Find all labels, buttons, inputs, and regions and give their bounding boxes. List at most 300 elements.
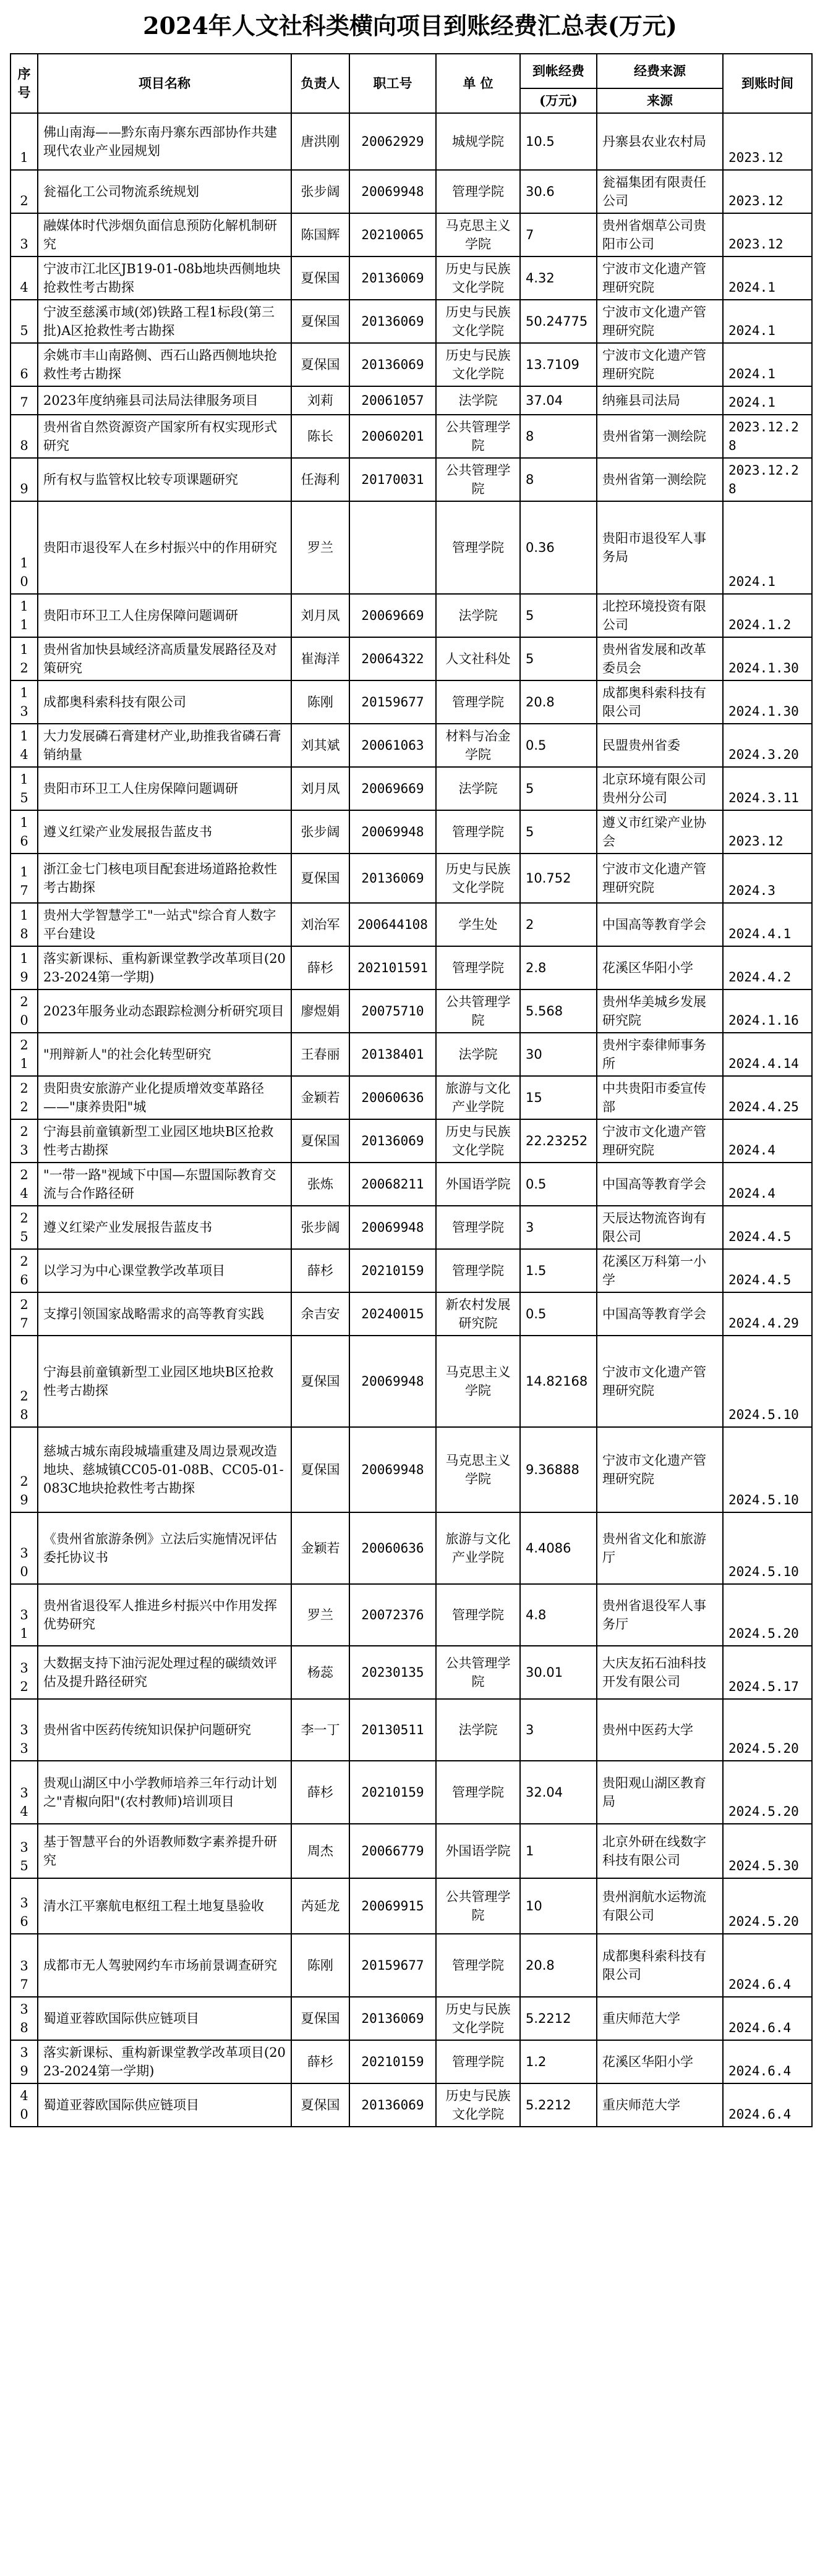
table-row: [11, 1076, 812, 1119]
employee-id: 20130511: [349, 1699, 436, 1761]
table-row: [11, 1934, 812, 1997]
arrival-date: 2024.3.20: [723, 724, 812, 767]
leader-name: 张炼: [291, 1163, 349, 1206]
funding-source: 贵州省第一测绘院: [597, 458, 723, 501]
leader-name: 芮延龙: [291, 1878, 349, 1934]
unit-name: 管理学院: [436, 170, 520, 213]
row-index: 22: [11, 1076, 38, 1119]
leader-name: 陈国辉: [291, 213, 349, 256]
row-index: 34: [11, 1761, 38, 1824]
table-row: [11, 415, 812, 458]
funding-source: 贵阳观山湖区教育局: [597, 1761, 723, 1824]
unit-name: 学生处: [436, 903, 520, 946]
header-emp-id: 职工号: [349, 54, 436, 113]
amount-value: 10.752: [520, 854, 597, 903]
unit-name: 管理学院: [436, 946, 520, 989]
row-index: 29: [11, 1427, 38, 1512]
leader-name: 刘治军: [291, 903, 349, 946]
arrival-date: 2023.12: [723, 113, 812, 170]
row-index: 33: [11, 1699, 38, 1761]
funding-source: 大庆友拓石油科技开发有限公司: [597, 1646, 723, 1699]
employee-id: 20136069: [349, 854, 436, 903]
amount-value: 5: [520, 810, 597, 854]
funding-source: 贵州省烟草公司贵阳市公司: [597, 213, 723, 256]
arrival-date: 2024.5.10: [723, 1427, 812, 1512]
table-row: [11, 1646, 812, 1699]
project-name: 贵阳贵安旅游产业化提质增效变革路径——"康养贵阳"城: [38, 1076, 291, 1119]
project-name: 落实新课标、重构新课堂教学改革项目(2023-2024第一学期): [38, 2040, 291, 2083]
employee-id: 20210159: [349, 2040, 436, 2083]
leader-name: 刘月凤: [291, 594, 349, 637]
project-name: 贵州省自然资源资产国家所有权实现形式研究: [38, 415, 291, 458]
header-amount-unit: (万元): [520, 88, 597, 113]
unit-name: 新农村发展研究院: [436, 1292, 520, 1336]
arrival-date: 2024.6.4: [723, 2040, 812, 2083]
leader-name: 夏保国: [291, 1427, 349, 1512]
row-index: 40: [11, 2083, 38, 2127]
row-index: 28: [11, 1336, 38, 1427]
unit-name: 法学院: [436, 1033, 520, 1076]
project-name: 遵义红梁产业发展报告蓝皮书: [38, 1206, 291, 1249]
leader-name: 李一丁: [291, 1699, 349, 1761]
unit-name: 管理学院: [436, 2040, 520, 2083]
employee-id: 20069948: [349, 1427, 436, 1512]
employee-id: 20136069: [349, 300, 436, 343]
row-index: 12: [11, 637, 38, 680]
project-name: 贵州省中医药传统知识保护问题研究: [38, 1699, 291, 1761]
arrival-date: 2024.5.30: [723, 1824, 812, 1878]
leader-name: 薛杉: [291, 946, 349, 989]
row-index: 32: [11, 1646, 38, 1699]
row-index: 14: [11, 724, 38, 767]
funding-source: 中国高等教育学会: [597, 1163, 723, 1206]
arrival-date: 2024.6.4: [723, 2083, 812, 2127]
arrival-date: 2024.4.5: [723, 1249, 812, 1292]
table-row: [11, 1206, 812, 1249]
table-header-row: [11, 54, 812, 88]
funding-source: 丹寨县农业农村局: [597, 113, 723, 170]
unit-name: 历史与民族文化学院: [436, 256, 520, 300]
funding-source: 北京环境有限公司贵州分公司: [597, 767, 723, 810]
project-name: 《贵州省旅游条例》立法后实施情况评估委托协议书: [38, 1512, 291, 1584]
table-row: [11, 1163, 812, 1206]
employee-id: 20068211: [349, 1163, 436, 1206]
amount-value: 4.32: [520, 256, 597, 300]
row-index: 39: [11, 2040, 38, 2083]
row-index: 36: [11, 1878, 38, 1934]
leader-name: 张步阔: [291, 1206, 349, 1249]
project-name: 所有权与监管权比较专项课题研究: [38, 458, 291, 501]
table-row: [11, 170, 812, 213]
table-row: [11, 594, 812, 637]
funding-source: 纳雍县司法局: [597, 386, 723, 415]
table-row: [11, 903, 812, 946]
employee-id: 20136069: [349, 1997, 436, 2040]
amount-value: 2.8: [520, 946, 597, 989]
table-row: [11, 1249, 812, 1292]
row-index: 38: [11, 1997, 38, 2040]
table-row: [11, 501, 812, 594]
row-index: 5: [11, 300, 38, 343]
amount-value: 9.36888: [520, 1427, 597, 1512]
project-name: 清水江平寨航电枢纽工程土地复垦验收: [38, 1878, 291, 1934]
leader-name: 罗兰: [291, 501, 349, 594]
project-name: 宁海县前童镇新型工业园区地块B区抢救性考古勘探: [38, 1336, 291, 1427]
funding-source: 宁波市文化遗产管理研究院: [597, 1427, 723, 1512]
leader-name: 夏保国: [291, 343, 349, 386]
unit-name: 管理学院: [436, 1206, 520, 1249]
row-index: 18: [11, 903, 38, 946]
funding-source: 成都奥科索科技有限公司: [597, 1934, 723, 1997]
leader-name: 薛杉: [291, 1761, 349, 1824]
project-name: 以学习为中心课堂教学改革项目: [38, 1249, 291, 1292]
table-row: [11, 386, 812, 415]
funding-source: 贵州中医药大学: [597, 1699, 723, 1761]
employee-id: 20060201: [349, 415, 436, 458]
project-name: 贵阳市环卫工人住房保障问题调研: [38, 767, 291, 810]
employee-id: 20069915: [349, 1878, 436, 1934]
funding-source: 北京外研在线数字科技有限公司: [597, 1824, 723, 1878]
arrival-date: 2024.4.5: [723, 1206, 812, 1249]
row-index: 16: [11, 810, 38, 854]
project-name: 贵州大学智慧学工"一站式"综合育人数字平台建设: [38, 903, 291, 946]
project-name: 支撑引领国家战略需求的高等教育实践: [38, 1292, 291, 1336]
row-index: 10: [11, 501, 38, 594]
amount-value: 14.82168: [520, 1336, 597, 1427]
row-index: 20: [11, 989, 38, 1033]
funding-source: 瓮福集团有限责任公司: [597, 170, 723, 213]
project-name: 瓮福化工公司物流系统规划: [38, 170, 291, 213]
amount-value: 8: [520, 458, 597, 501]
row-index: 27: [11, 1292, 38, 1336]
project-name: 大力发展磷石膏建材产业,助推我省磷石膏销纳量: [38, 724, 291, 767]
unit-name: 马克思主义学院: [436, 1427, 520, 1512]
unit-name: 公共管理学院: [436, 1646, 520, 1699]
employee-id: 20069948: [349, 1206, 436, 1249]
table-row: [11, 680, 812, 724]
funding-source: 宁波市文化遗产管理研究院: [597, 1119, 723, 1163]
row-index: 19: [11, 946, 38, 989]
table-body: [11, 113, 812, 2127]
project-name: 2023年服务业动态跟踪检测分析研究项目: [38, 989, 291, 1033]
arrival-date: 2024.4.14: [723, 1033, 812, 1076]
employee-id: 202101591: [349, 946, 436, 989]
project-name: 融媒体时代涉烟负面信息预防化解机制研究: [38, 213, 291, 256]
unit-name: 旅游与文化产业学院: [436, 1512, 520, 1584]
unit-name: 法学院: [436, 594, 520, 637]
employee-id: 20230135: [349, 1646, 436, 1699]
amount-value: 10.5: [520, 113, 597, 170]
funding-source: 贵州华美城乡发展研究院: [597, 989, 723, 1033]
table-row: [11, 767, 812, 810]
row-index: 6: [11, 343, 38, 386]
funding-source: 宁波市文化遗产管理研究院: [597, 343, 723, 386]
funding-source: 贵州省文化和旅游厅: [597, 1512, 723, 1584]
table-row: [11, 637, 812, 680]
arrival-date: 2023.12: [723, 170, 812, 213]
leader-name: 王春丽: [291, 1033, 349, 1076]
amount-value: 32.04: [520, 1761, 597, 1824]
amount-value: 5.2212: [520, 2083, 597, 2127]
row-index: 37: [11, 1934, 38, 1997]
table-row: [11, 2040, 812, 2083]
leader-name: 余吉安: [291, 1292, 349, 1336]
employee-id: 20060636: [349, 1076, 436, 1119]
amount-value: 1.5: [520, 1249, 597, 1292]
arrival-date: 2024.4.29: [723, 1292, 812, 1336]
leader-name: 罗兰: [291, 1584, 349, 1646]
header-source-sub: 来源: [597, 88, 723, 113]
leader-name: 张步阔: [291, 810, 349, 854]
table-row: [11, 1033, 812, 1076]
employee-id: 20069948: [349, 1336, 436, 1427]
leader-name: 夏保国: [291, 1119, 349, 1163]
table-row: [11, 213, 812, 256]
table-row: [11, 1584, 812, 1646]
table-row: [11, 458, 812, 501]
employee-id: 20138401: [349, 1033, 436, 1076]
project-name: 余姚市丰山南路侧、西石山路西侧地块抢救性考古勘探: [38, 343, 291, 386]
employee-id: 20210159: [349, 1249, 436, 1292]
funding-source: 遵义市红梁产业协会: [597, 810, 723, 854]
funding-source: 民盟贵州省委: [597, 724, 723, 767]
funding-source: 成都奥科索科技有限公司: [597, 680, 723, 724]
employee-id: 20062929: [349, 113, 436, 170]
project-name: 浙江金七门核电项目配套进场道路抢救性考古勘探: [38, 854, 291, 903]
leader-name: 刘莉: [291, 386, 349, 415]
employee-id: 200644108: [349, 903, 436, 946]
funding-source: 花溪区华阳小学: [597, 946, 723, 989]
row-index: 8: [11, 415, 38, 458]
header-index: 序号: [11, 54, 38, 113]
employee-id: 20069669: [349, 767, 436, 810]
table-row: [11, 1824, 812, 1878]
table-row: [11, 1292, 812, 1336]
header-unit: 单 位: [436, 54, 520, 113]
arrival-date: 2024.1.2: [723, 594, 812, 637]
unit-name: 管理学院: [436, 501, 520, 594]
project-name: 慈城古城东南段城墙重建及周边景观改造地块、慈城镇CC05-01-08B、CC05-01-083C地块抢救性考古勘探: [38, 1427, 291, 1512]
arrival-date: 2024.5.10: [723, 1512, 812, 1584]
employee-id: 20136069: [349, 2083, 436, 2127]
table-row: [11, 2083, 812, 2127]
project-name: 贵观山湖区中小学教师培养三年行动计划之"青椒向阳"(农村教师)培训项目: [38, 1761, 291, 1824]
arrival-date: 2024.5.20: [723, 1878, 812, 1934]
funding-source: 花溪区华阳小学: [597, 2040, 723, 2083]
funding-source: 贵阳市退役军人事务局: [597, 501, 723, 594]
arrival-date: 2024.1.30: [723, 637, 812, 680]
project-name: 宁海县前童镇新型工业园区地块B区抢救性考古勘探: [38, 1119, 291, 1163]
leader-name: 陈长: [291, 415, 349, 458]
unit-name: 管理学院: [436, 1249, 520, 1292]
unit-name: 历史与民族文化学院: [436, 2083, 520, 2127]
header-date: 到账时间: [723, 54, 812, 113]
header-project: 项目名称: [38, 54, 291, 113]
arrival-date: 2024.4.1: [723, 903, 812, 946]
arrival-date: 2024.4.25: [723, 1076, 812, 1119]
table-row: [11, 1427, 812, 1512]
table-row: [11, 1761, 812, 1824]
arrival-date: 2023.12.28: [723, 415, 812, 458]
arrival-date: 2024.5.20: [723, 1761, 812, 1824]
unit-name: 公共管理学院: [436, 458, 520, 501]
employee-id: 20159677: [349, 1934, 436, 1997]
row-index: 7: [11, 386, 38, 415]
row-index: 2: [11, 170, 38, 213]
project-name: 贵州省加快县域经济高质量发展路径及对策研究: [38, 637, 291, 680]
leader-name: 张步阔: [291, 170, 349, 213]
employee-id: 20240015: [349, 1292, 436, 1336]
leader-name: 金颖若: [291, 1512, 349, 1584]
unit-name: 历史与民族文化学院: [436, 1119, 520, 1163]
amount-value: 5: [520, 594, 597, 637]
amount-value: 10: [520, 1878, 597, 1934]
unit-name: 公共管理学院: [436, 415, 520, 458]
unit-name: 管理学院: [436, 810, 520, 854]
employee-id: 20210065: [349, 213, 436, 256]
employee-id: 20159677: [349, 680, 436, 724]
row-index: 23: [11, 1119, 38, 1163]
unit-name: 旅游与文化产业学院: [436, 1076, 520, 1119]
table-row: [11, 810, 812, 854]
unit-name: 历史与民族文化学院: [436, 1997, 520, 2040]
amount-value: 3: [520, 1699, 597, 1761]
project-name: "刑辩新人"的社会化转型研究: [38, 1033, 291, 1076]
employee-id: 20136069: [349, 256, 436, 300]
unit-name: 管理学院: [436, 680, 520, 724]
project-name: 成都市无人驾驶网约车市场前景调查研究: [38, 1934, 291, 1997]
row-index: 25: [11, 1206, 38, 1249]
employee-id: 20069669: [349, 594, 436, 637]
leader-name: 夏保国: [291, 256, 349, 300]
arrival-date: 2024.6.4: [723, 1997, 812, 2040]
unit-name: 法学院: [436, 1699, 520, 1761]
arrival-date: 2024.1: [723, 343, 812, 386]
unit-name: 法学院: [436, 767, 520, 810]
table-row: [11, 946, 812, 989]
amount-value: 4.4086: [520, 1512, 597, 1584]
arrival-date: 2024.1.16: [723, 989, 812, 1033]
employee-id: 20069948: [349, 170, 436, 213]
table-row: [11, 343, 812, 386]
amount-value: 5.2212: [520, 1997, 597, 2040]
project-name: 蜀道亚蓉欧国际供应链项目: [38, 2083, 291, 2127]
amount-value: 2: [520, 903, 597, 946]
funding-source: 贵州省退役军人事务厅: [597, 1584, 723, 1646]
amount-value: 0.36: [520, 501, 597, 594]
employee-id: 20061063: [349, 724, 436, 767]
arrival-date: 2024.1: [723, 300, 812, 343]
amount-value: 22.23252: [520, 1119, 597, 1163]
table-row: [11, 1699, 812, 1761]
funding-source: 重庆师范大学: [597, 2083, 723, 2127]
employee-id: 20072376: [349, 1584, 436, 1646]
amount-value: 1: [520, 1824, 597, 1878]
funding-source: 贵州润航水运物流有限公司: [597, 1878, 723, 1934]
amount-value: 1.2: [520, 2040, 597, 2083]
arrival-date: 2023.12: [723, 213, 812, 256]
employee-id: 20069948: [349, 810, 436, 854]
project-name: 落实新课标、重构新课堂教学改革项目(2023-2024第一学期): [38, 946, 291, 989]
project-name: 贵阳市退役军人在乡村振兴中的作用研究: [38, 501, 291, 594]
header-leader: 负责人: [291, 54, 349, 113]
amount-value: 5.568: [520, 989, 597, 1033]
arrival-date: 2024.5.17: [723, 1646, 812, 1699]
unit-name: 历史与民族文化学院: [436, 300, 520, 343]
unit-name: 材料与冶金学院: [436, 724, 520, 767]
employee-id: 20136069: [349, 343, 436, 386]
amount-value: 0.5: [520, 1163, 597, 1206]
project-name: 宁波至慈溪市域(郊)铁路工程1标段(第三批)A区抢救性考古勘探: [38, 300, 291, 343]
unit-name: 公共管理学院: [436, 1878, 520, 1934]
leader-name: 唐洪刚: [291, 113, 349, 170]
employee-id: 20060636: [349, 1512, 436, 1584]
project-name: "一带一路"视域下中国—东盟国际教育交流与合作路径研: [38, 1163, 291, 1206]
unit-name: 管理学院: [436, 1761, 520, 1824]
table-row: [11, 1997, 812, 2040]
leader-name: 夏保国: [291, 854, 349, 903]
arrival-date: 2024.1.30: [723, 680, 812, 724]
table-row: [11, 256, 812, 300]
header-amount: 到帐经费: [520, 54, 597, 88]
leader-name: 薛杉: [291, 1249, 349, 1292]
amount-value: 50.24775: [520, 300, 597, 343]
unit-name: 管理学院: [436, 1934, 520, 1997]
row-index: 1: [11, 113, 38, 170]
row-index: 15: [11, 767, 38, 810]
leader-name: 任海利: [291, 458, 349, 501]
row-index: 17: [11, 854, 38, 903]
row-index: 30: [11, 1512, 38, 1584]
leader-name: 夏保国: [291, 300, 349, 343]
project-name: 大数据支持下油污泥处理过程的碳绩效评估及提升路径研究: [38, 1646, 291, 1699]
amount-value: 3: [520, 1206, 597, 1249]
project-name: 佛山南海——黔东南丹寨东西部协作共建现代农业产业园规划: [38, 113, 291, 170]
table-row: [11, 1336, 812, 1427]
leader-name: 崔海洋: [291, 637, 349, 680]
arrival-date: 2024.5.20: [723, 1699, 812, 1761]
funding-table: [10, 53, 813, 2127]
row-index: 31: [11, 1584, 38, 1646]
arrival-date: 2024.3.11: [723, 767, 812, 810]
funding-source: 宁波市文化遗产管理研究院: [597, 256, 723, 300]
funding-source: 天辰达物流咨询有限公司: [597, 1206, 723, 1249]
arrival-date: 2024.4.2: [723, 946, 812, 989]
unit-name: 马克思主义学院: [436, 213, 520, 256]
unit-name: 管理学院: [436, 1584, 520, 1646]
project-name: 2023年度纳雍县司法局法律服务项目: [38, 386, 291, 415]
table-row: [11, 113, 812, 170]
arrival-date: 2024.6.4: [723, 1934, 812, 1997]
arrival-date: 2024.5.10: [723, 1336, 812, 1427]
amount-value: 7: [520, 213, 597, 256]
table-row: [11, 854, 812, 903]
project-name: 蜀道亚蓉欧国际供应链项目: [38, 1997, 291, 2040]
amount-value: 30.6: [520, 170, 597, 213]
leader-name: 刘月凤: [291, 767, 349, 810]
employee-id: [349, 501, 436, 594]
leader-name: 夏保国: [291, 2083, 349, 2127]
unit-name: 外国语学院: [436, 1163, 520, 1206]
amount-value: 5: [520, 767, 597, 810]
leader-name: 夏保国: [291, 1336, 349, 1427]
unit-name: 历史与民族文化学院: [436, 343, 520, 386]
header-source: 经费来源: [597, 54, 723, 88]
arrival-date: 2023.12: [723, 810, 812, 854]
funding-source: 重庆师范大学: [597, 1997, 723, 2040]
funding-source: 贵州省第一测绘院: [597, 415, 723, 458]
amount-value: 15: [520, 1076, 597, 1119]
